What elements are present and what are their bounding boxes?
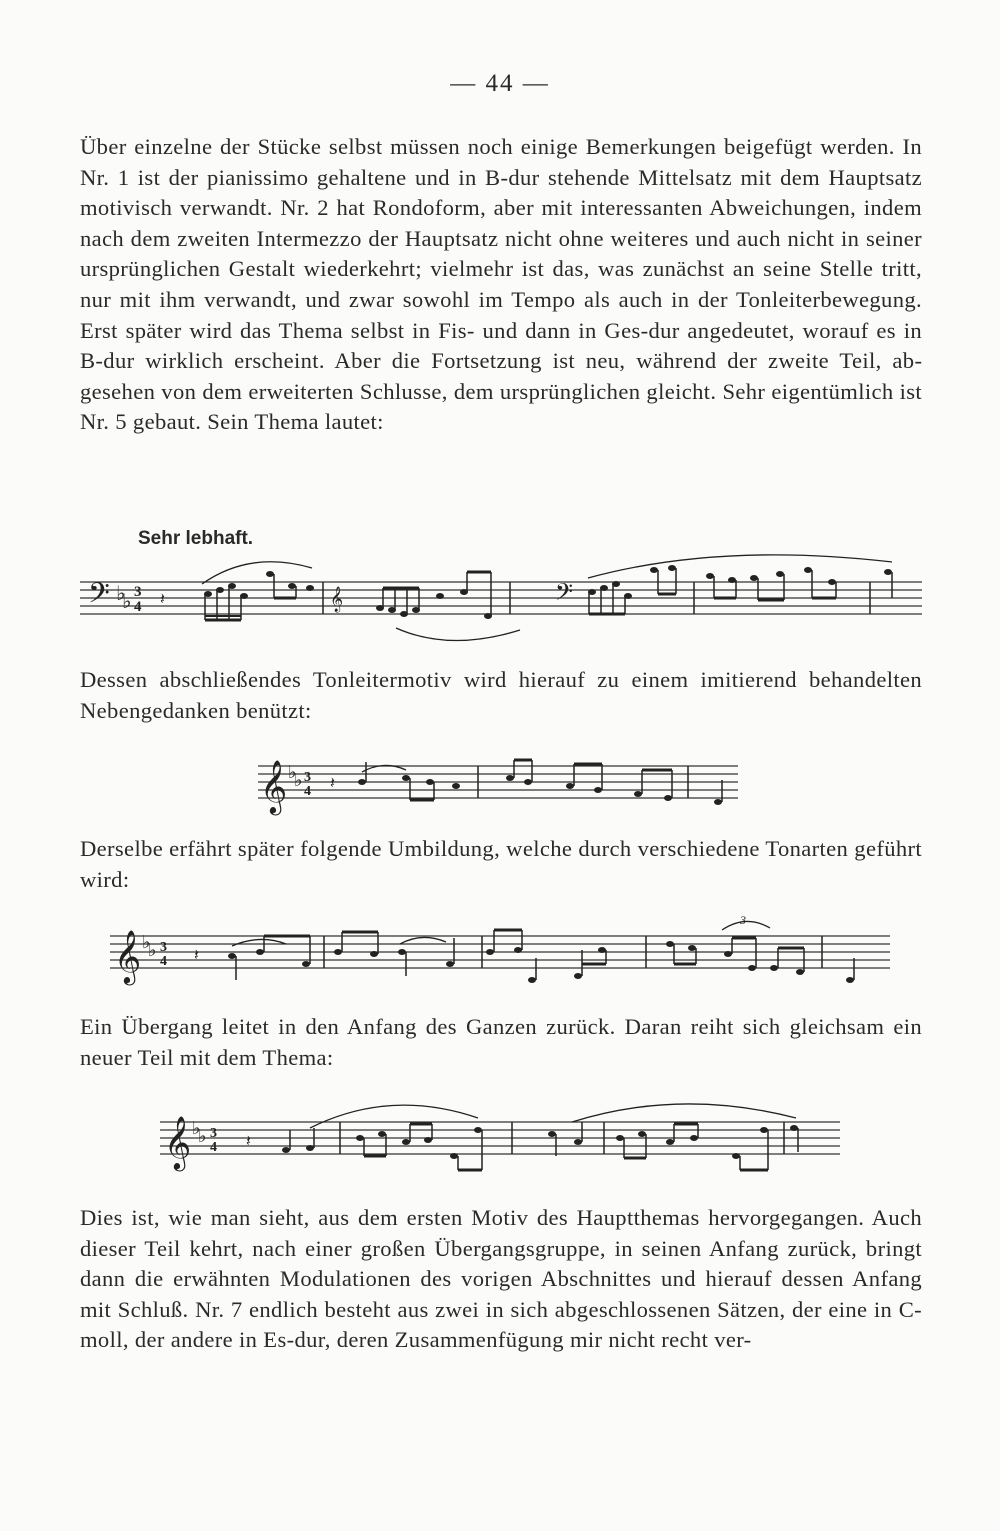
paragraph-2: Dessen abschließendes Tonleitermotiv wird hierauf zu einem imitierend behandelten Nebengedanken benützt: bbox=[80, 667, 922, 723]
svg-text:4: 4 bbox=[210, 1140, 217, 1155]
svg-text:♭: ♭ bbox=[142, 932, 151, 952]
svg-text:3: 3 bbox=[134, 584, 142, 600]
svg-text:♭: ♭ bbox=[116, 583, 126, 605]
treble-clef-icon: 𝄞 bbox=[114, 929, 142, 983]
svg-text:𝄢: 𝄢 bbox=[555, 578, 574, 611]
svg-text:4: 4 bbox=[160, 954, 167, 969]
svg-text:𝄽: 𝄽 bbox=[160, 591, 165, 608]
svg-text:♭: ♭ bbox=[288, 762, 297, 782]
svg-text:♭: ♭ bbox=[294, 770, 303, 790]
svg-text:𝄽: 𝄽 bbox=[194, 947, 199, 964]
svg-text:3: 3 bbox=[304, 770, 311, 785]
page-number: — 44 — bbox=[450, 70, 550, 97]
svg-text:♭: ♭ bbox=[192, 1118, 201, 1138]
paragraph-4: Ein Übergang leitet in den Anfang des Ganzen zurück. Daran reiht sich gleichsam ein neuer Teil mit dem Thema: bbox=[80, 1014, 922, 1070]
music-example-3 bbox=[110, 914, 890, 994]
music-example-4 bbox=[160, 1098, 840, 1178]
svg-text:𝄽: 𝄽 bbox=[330, 775, 335, 792]
music-example-1 bbox=[80, 548, 922, 658]
bass-clef-icon: 𝄢 bbox=[88, 577, 110, 617]
treble-clef-icon: 𝄞 bbox=[260, 759, 288, 813]
svg-text:♭: ♭ bbox=[198, 1126, 207, 1146]
svg-text:3: 3 bbox=[160, 940, 167, 955]
svg-text:3: 3 bbox=[210, 1126, 217, 1141]
treble-clef-icon: 𝄞 bbox=[164, 1115, 192, 1169]
svg-text:𝄽: 𝄽 bbox=[246, 1133, 251, 1150]
music-example-2 bbox=[258, 748, 738, 820]
svg-text:♭: ♭ bbox=[148, 940, 157, 960]
paragraph-3: Derselbe erfährt später folgende Umbildung, welche durch verschiedene Tonarten geführt wird: bbox=[80, 836, 922, 892]
svg-text:4: 4 bbox=[304, 784, 311, 799]
paragraph-5: Dies ist, wie man sieht, aus dem ersten Motiv des Hauptthemas hervorgegangen. Auch dieser Teil kehrt, nach einer großen Übergangsgruppe, in seinen Anfang zurück, bringt dann die erwähnten Modulationen des vorigen Abschnittes und hierauf dessen Anfang mit Schluß. Nr. 7 endlich besteht aus zwei in sich abgeschlossenen Sätzen, der eine in C-moll, der andere in Es-dur, deren Zusammenfügung mir nicht recht ver- bbox=[80, 1205, 922, 1353]
paragraph-1: Über einzelne der Stücke selbst müssen noch einige Bemerkungen beigefügt werden. In Nr. 1 ist der pianissimo gehaltene und in B-dur stehende Mittelsatz mit dem Hauptsatz motivisch verwandt. Nr. 2 hat Rondoform, aber mit interessanten Abweichungen, indem nach dem zweiten Intermezzo der Hauptsatz nicht ohne weiteres und auch nicht in seiner ursprünglichen Gestalt wiederkehrt; vielmehr ist das, was zunächst an seine Stelle tritt, nur mit ihm verwandt, und zwar sowohl im Tempo als auch in der Tonleiterbewegung. Erst später wird das Thema selbst in Fis- und dann in Ges-dur angedeutet, worauf es in B-dur wirklich erscheint. Aber die Fortsetzung ist neu, während der zweite Teil, abgesehen von dem erweiterten Schlusse, dem ursprünglichen gleicht. Sehr eigentümlich ist Nr. 5 gebaut. Sein Thema lautet: bbox=[80, 134, 922, 435]
treble-clef-icon: 𝄞 bbox=[330, 587, 344, 612]
svg-text:3: 3 bbox=[740, 914, 746, 927]
tempo-marking: Sehr lebhaft. bbox=[138, 528, 254, 549]
svg-text:4: 4 bbox=[134, 599, 142, 615]
svg-text:♭: ♭ bbox=[122, 591, 132, 613]
